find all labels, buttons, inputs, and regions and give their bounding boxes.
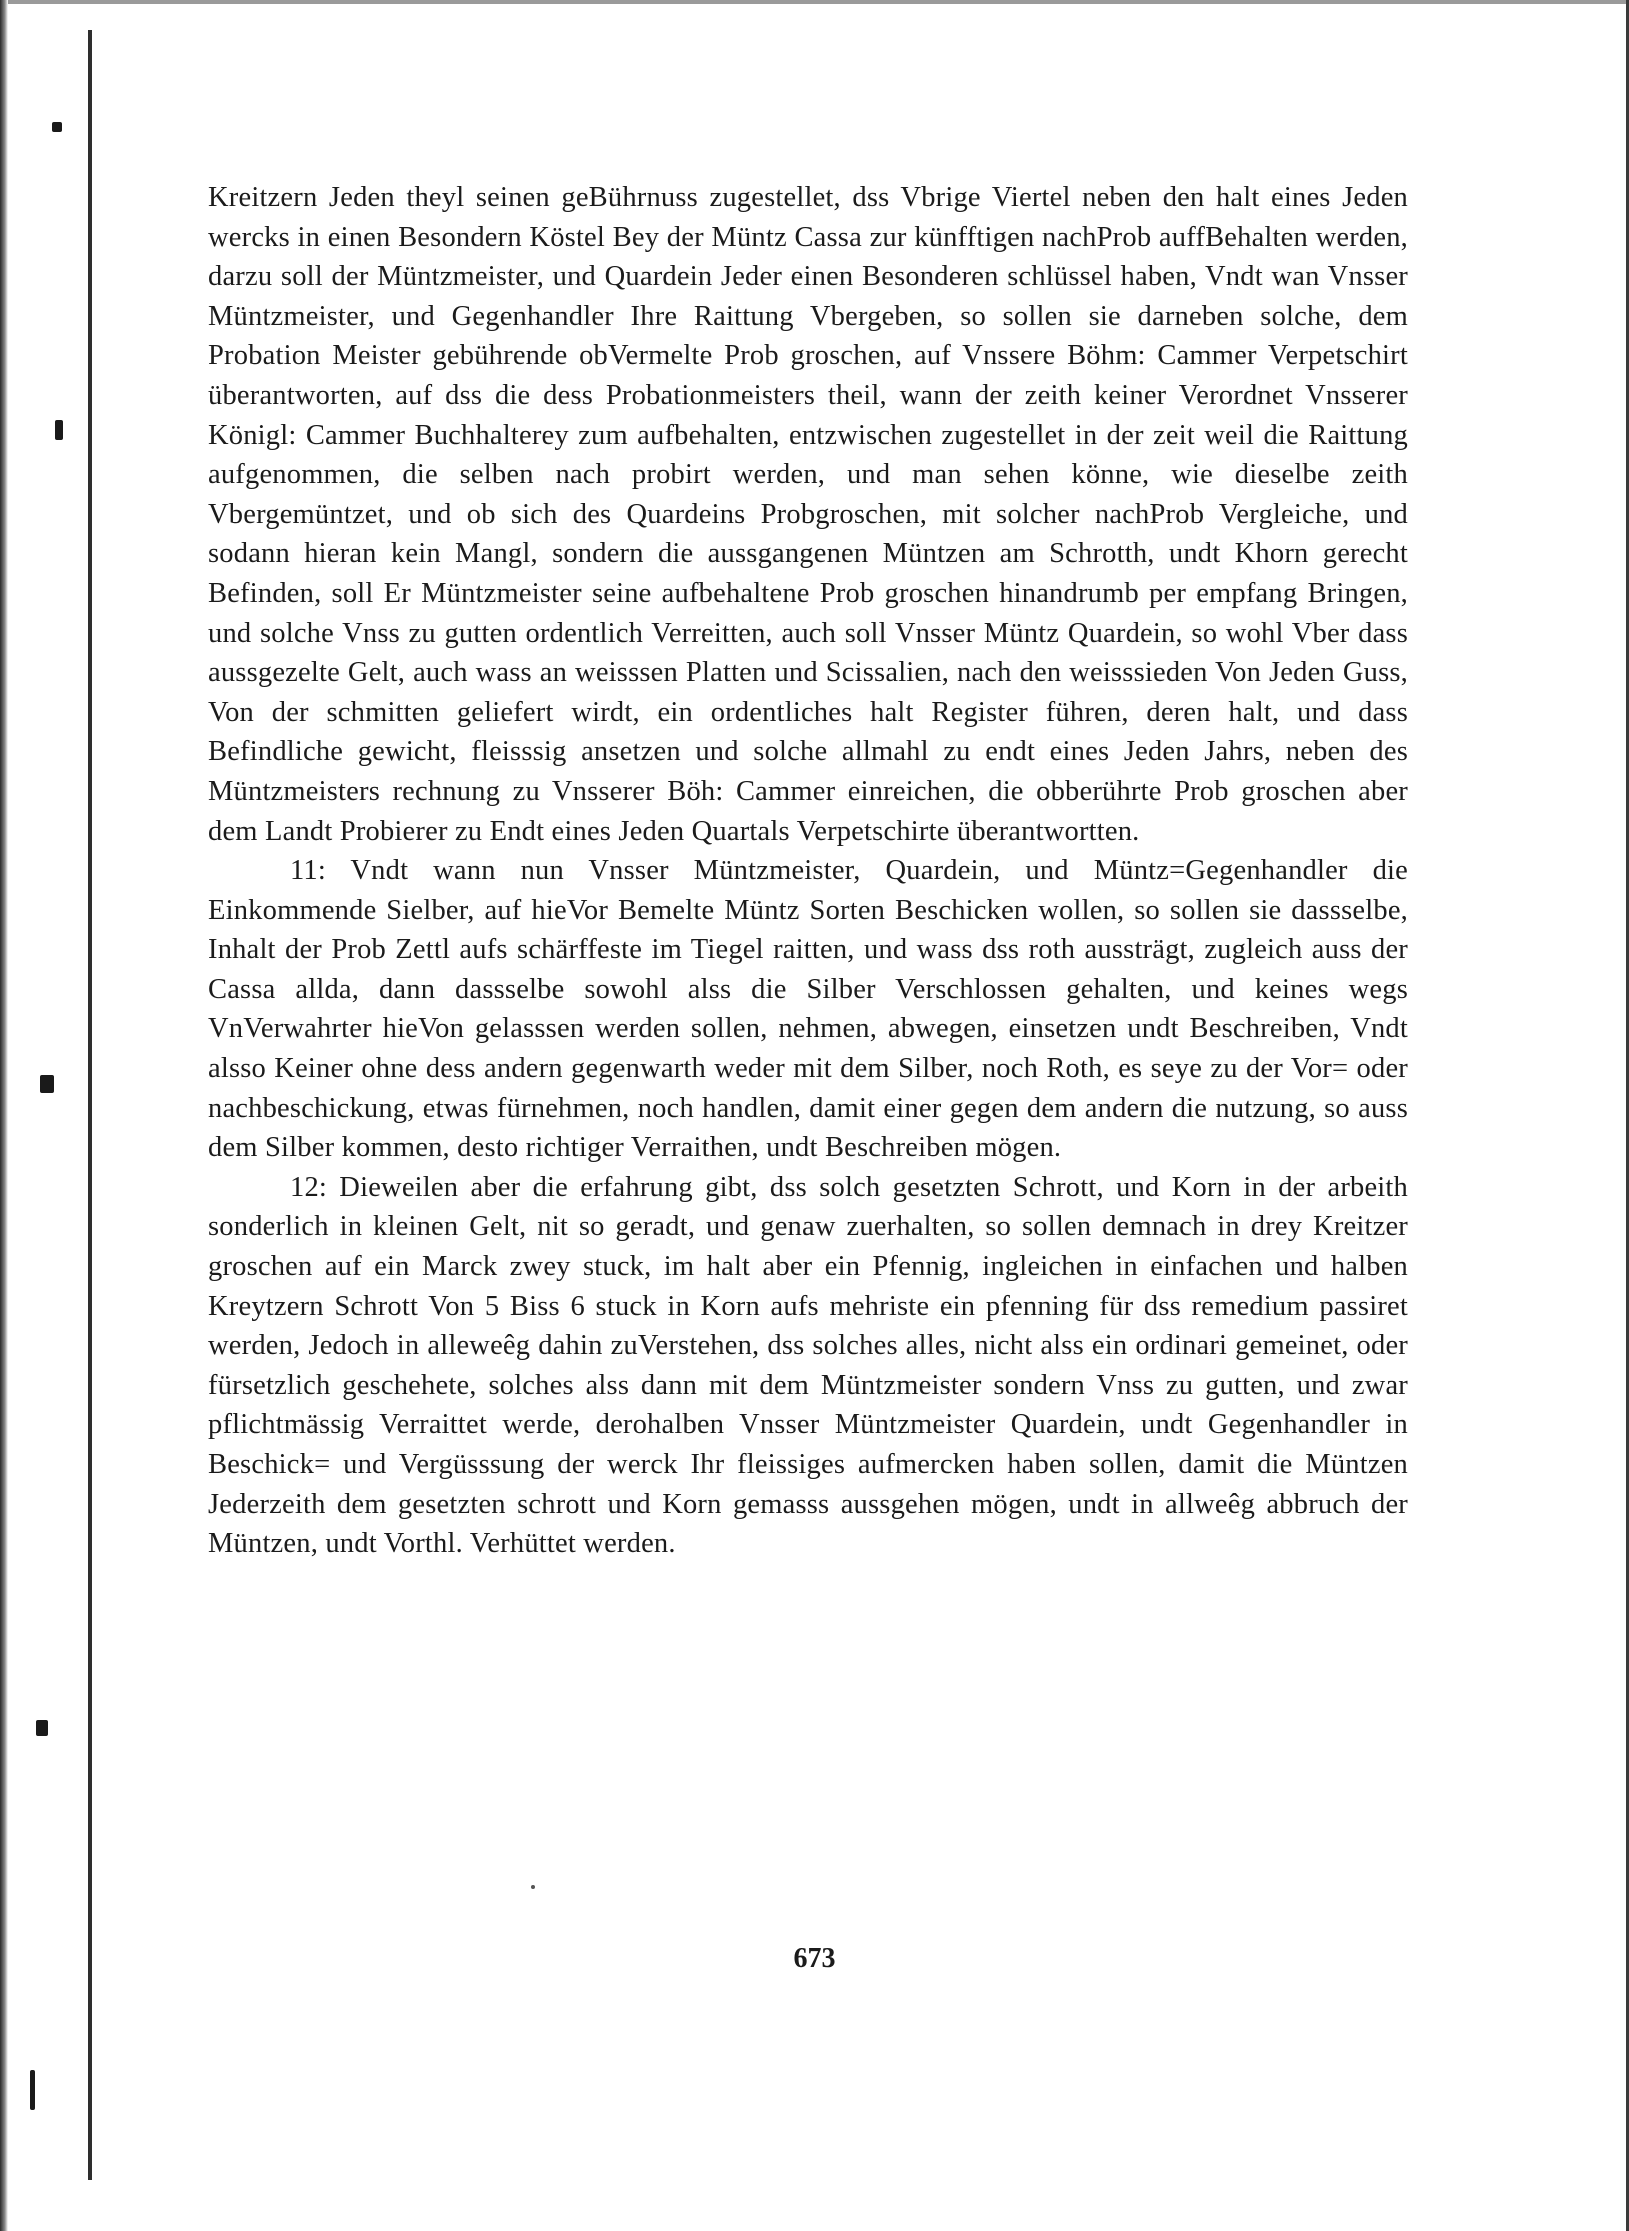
- paragraph-12: 12: Dieweilen aber die erfahrung gibt, dss solch gesetzten Schrott, und Korn in der arbeith sonderlich in kleinen Gelt, nit so geradt, und genaw zuerhalten, so sollen demnach in drey Kreitzer groschen auf ein Marck zwey stuck, im halt aber ein Pfennig, ingleichen in einfachen und halben Kreytzern Schrott Von 5 Biss 6 stuck in Korn aufs mehriste ein pfenning für dss remedium passiret werden, Jedoch in alleweêg dahin zuVerstehen, dss solches alles, nicht alss ein ordinari gemeinet, oder fürsetzlich geschehete, solches alss dann mit dem Müntzmeister sondern Vnss zu gutten, und zwar pflichtmässig Verraittet werde, derohalben Vnsser Müntzmeister Quardein, undt Gegenhandler in Beschick= und Vergüsssung der werck Ihr fleissiges aufmercken haben sollen, damit die Müntzen Jederzeith dem gesetzten schrott und Korn gemasss aussgehen mögen, undt in allweêg abbruch der Müntzen, undt Vorthl. Verhüttet werden.: [208, 1171, 1408, 1560]
- scan-top-edge: [0, 0, 1629, 4]
- gutter-mark: [40, 1075, 54, 1093]
- binding-gutter-line: [88, 30, 92, 2180]
- page-number: 673: [793, 1943, 836, 1974]
- paragraph-continuation: Kreitzern Jeden theyl seinen geBührnuss zugestellet, dss Vbrige Viertel neben den halt eines Jeden wercks in einen Besondern Köstel Bey der Müntz Cassa zur künfftigen nachProb auffBehalten werden, darzu soll der Müntzmeister, und Quardein Jeder einen Besonderen schlüssel haben, Vndt wan Vnsser Müntzmeister, und Gegenhandler Ihre Raittung Vbergeben, so sollen sie darneben solche, dem Probation Meister gebührende obVermelte Prob groschen, auf Vnssere Böhm: Cammer Verpetschirt überantworten, auf dss die dess Probationmeisters theil, wann der zeith keiner Verordnet Vnsserer Königl: Cammer Buchhalterey zum aufbehalten, entzwischen zugestellet in der zeit weil die Raittung aufgenommen, die selben nach probirt werden, und man sehen könne, wie dieselbe zeith Vbergemüntzet, und ob sich des Quardeins Probgroschen, mit solcher nachProb Vergleiche, und sodann hieran kein Mangl, sondern die aussgangenen Müntzen am Schrotth, undt Khorn gerecht Befinden, soll Er Müntzmeister seine aufbehaltene Prob groschen hinandrumb per empfang Bringen, und solche Vnss zu gutten ordentlich Verreitten, auch soll Vnsser Müntz Quardein, so wohl Vber dass aussgezelte Gelt, auch wass an weisssen Platten und Scissalien, nach den weisssieden Von Jeden Guss, Von der schmitten geliefert wirdt, ein ordentliches halt Register führen, deren halt, und dass Befindliche gewicht, fleisssig ansetzen und solche allmahl zu endt eines Jeden Jahrs, neben des Müntzmeisters rechnung zu Vnsserer Böh: Cammer einreichen, die obberührte Prob groschen aber dem Landt Probierer zu Endt eines Jeden Quartals Verpetschirte überantwortten.: [208, 182, 1408, 847]
- gutter-mark: [55, 420, 63, 440]
- gutter-mark: [36, 1720, 48, 1736]
- paragraph-11: 11: Vndt wann nun Vnsser Müntzmeister, Quardein, und Müntz=Gegenhandler die Einkommende Sielber, auf hieVor Bemelte Müntz Sorten Beschicken wollen, so sollen sie dassselbe, Inhalt der Prob Zettl aufs schärffeste im Tiegel raitten, und wass dss roth aussträgt, zugleich auss der Cassa allda, dann dassselbe sowohl alss die Silber Verschlossen gehalten, und keines wegs VnVerwahrter hieVon gelasssen werden sollen, nehmen, abwegen, einsetzen undt Beschreiben, Vndt alsso Keiner ohne dess andern gegenwarth weder mit dem Silber, noch Roth, es seye zu der Vor= oder nachbeschickung, etwas fürnehmen, noch handlen, damit einer gegen dem andern die nutzung, so auss dem Silber kommen, desto richtiger Verraithen, undt Beschreiben mögen.: [208, 855, 1408, 1164]
- document-body: [208, 178, 1408, 1564]
- scan-speck: [531, 1885, 535, 1889]
- gutter-mark: [30, 2070, 35, 2110]
- scan-left-edge: [0, 0, 8, 2231]
- gutter-mark: [52, 122, 62, 132]
